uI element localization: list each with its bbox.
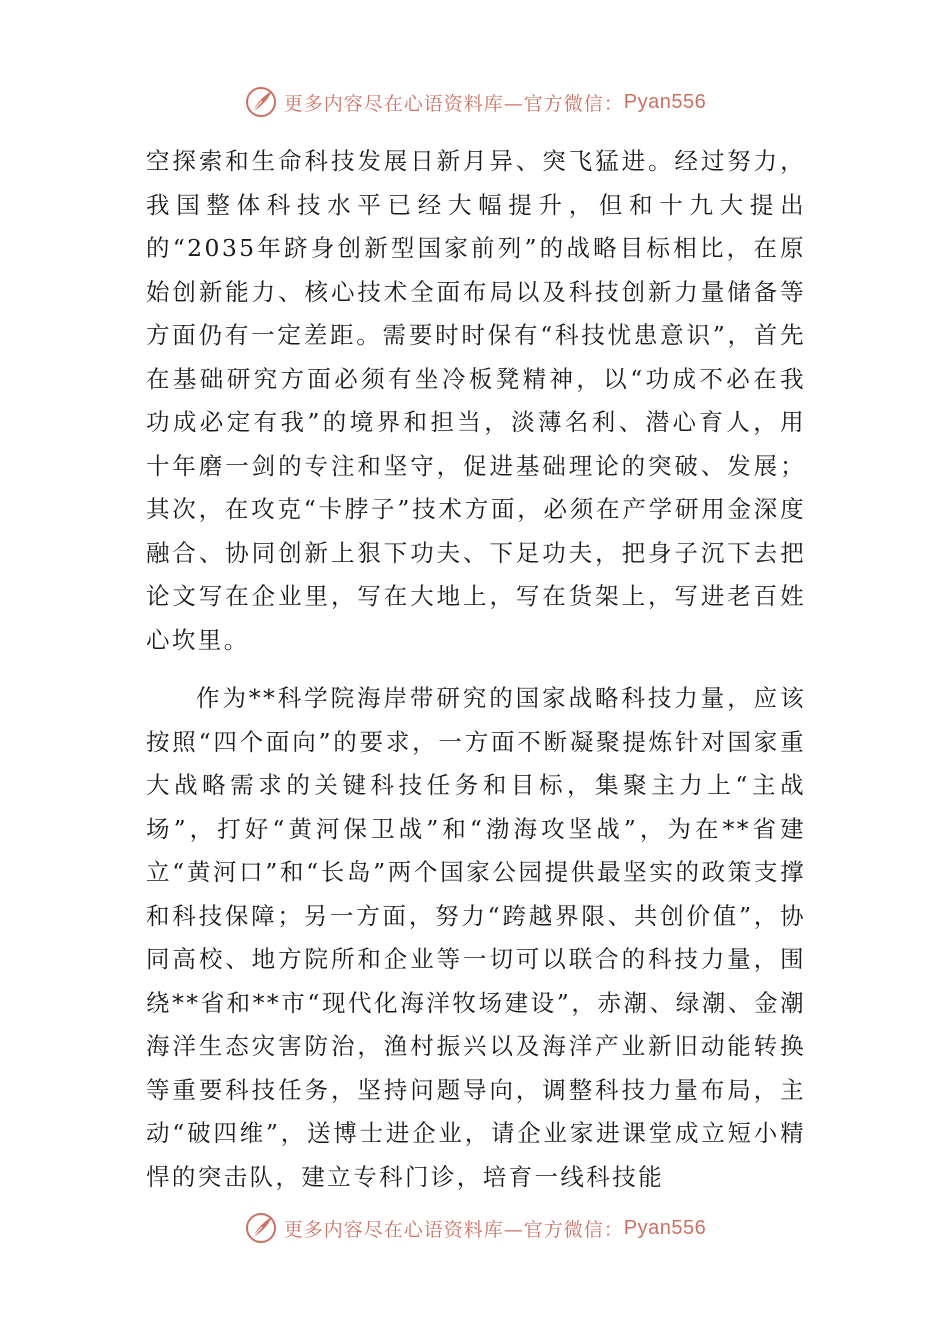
- banner-wechat-handle: Pyan556: [623, 90, 707, 113]
- quill-pen-logo-icon: [244, 85, 278, 119]
- quill-pen-logo-icon: [244, 1211, 278, 1245]
- banner-text: 更多内容尽在心语资料库—官方微信：: [283, 92, 624, 115]
- footer-watermark-banner: [0, 1208, 950, 1248]
- banner-wechat-handle: Pyan556: [623, 1216, 707, 1239]
- document-body: [146, 140, 806, 1199]
- banner-text: 更多内容尽在心语资料库—官方微信：: [283, 1218, 624, 1241]
- paragraph-1: 空探索和生命科技发展日新月异、突飞猛进。经过努力，我国整体科技水平已经大幅提升，但和十九大提出的“2035年跻身创新型国家前列”的战略目标相比，在原始创新能力、核心技术全面布局以及科技创新力量储备等方面仍有一定差距。需要时时保有“科技忧患意识”，首先在基础研究方面必须有坐冷板凳精神，以“功成不必在我功成必定有我”的境界和担当，淡薄名利、潜心育人，用十年磨一剑的专注和坚守，促进基础理论的突破、发展；其次，在攻克“卡脖子”技术方面，必须在产学研用金深度融合、协同创新上狠下功夫、下足功夫，把身子沉下去把论文写在企业里，写在大地上，写在货架上，写进老百姓心坎里。: [146, 147, 806, 654]
- header-watermark-banner: [0, 82, 950, 122]
- paragraph-2: 作为**科学院海岸带研究的国家战略科技力量，应该按照“四个面向”的要求，一方面不断凝聚提炼针对国家重大战略需求的关键科技任务和目标，集聚主力上“主战场”，打好“黄河保卫战”和“渤海攻坚战”，为在**省建立“黄河口”和“长岛”两个国家公园提供最坚实的政策支撑和科技保障；另一方面，努力“跨越界限、共创价值”，协同高校、地方院所和企业等一切可以联合的科技力量，围绕**省和**市“现代化海洋牧场建设”，赤潮、绿潮、金潮海洋生态灾害防治，渔村振兴以及海洋产业新旧动能转换等重要科技任务，坚持问题导向，调整科技力量布局，主动“破四维”，送博士进企业，请企业家进课堂成立短小精悍的突击队，建立专科门诊，培育一线科技能: [146, 684, 806, 1191]
